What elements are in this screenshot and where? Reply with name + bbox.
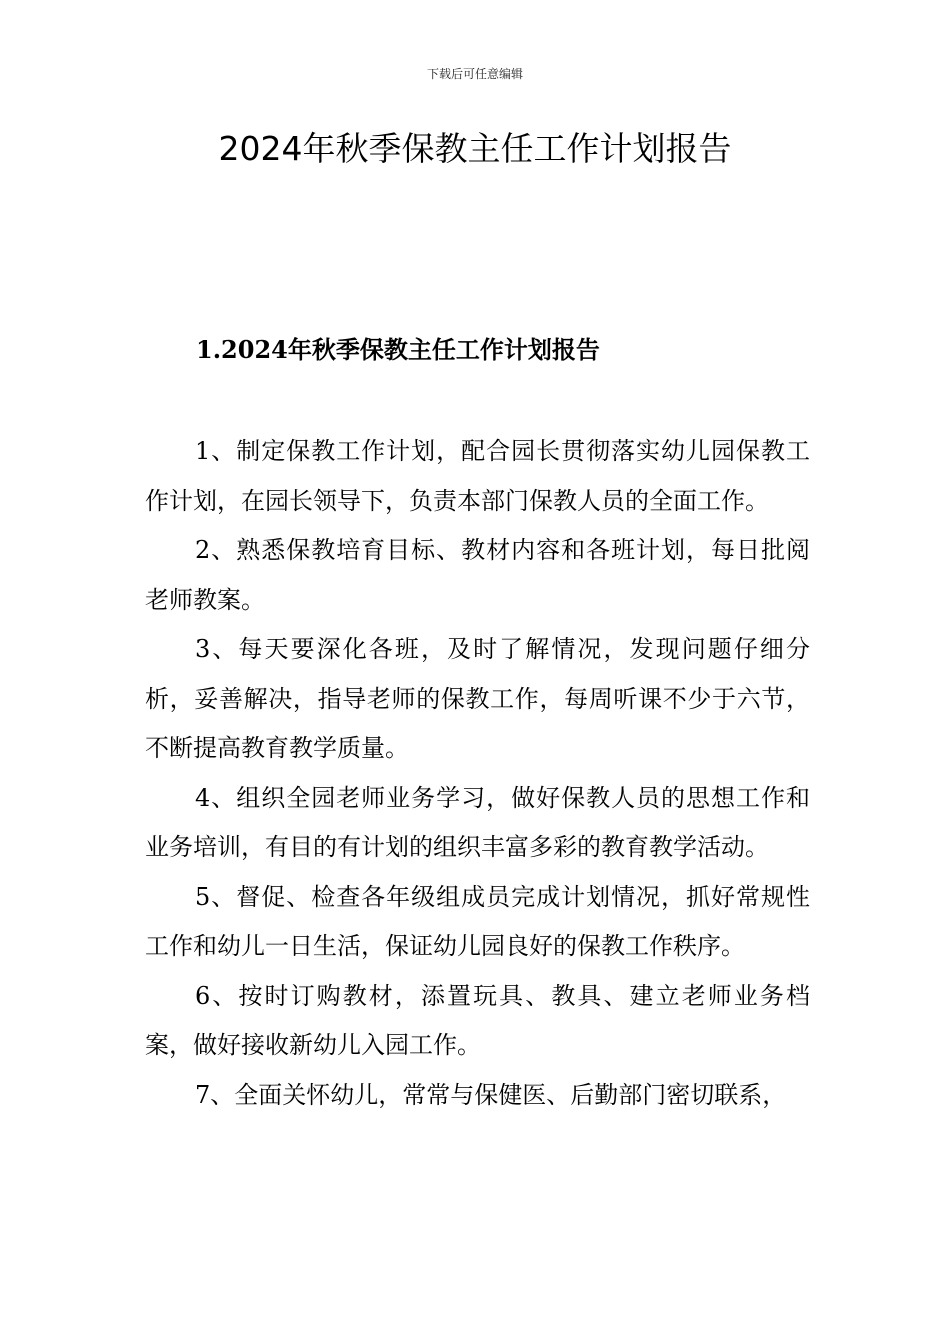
paragraph-3: 3、每天要深化各班，及时了解情况，发现问题仔细分析，妥善解决，指导老师的保教工作，每周听课不少于六节，不断提高教育教学质量。 <box>145 635 810 762</box>
header-note: 下载后可任意编辑 <box>426 67 523 81</box>
paragraph-5: 5、督促、检查各年级组成员完成计划情况，抓好常规性工作和幼儿一日生活，保证幼儿园良好的保教工作秩序。 <box>145 882 810 960</box>
section-heading: 1.2024年秋季保教主任工作计划报告 <box>196 335 600 364</box>
document-body <box>145 427 810 1120</box>
document-title: 2024年秋季保教主任工作计划报告 <box>218 129 732 168</box>
paragraph-4: 4、组织全园老师业务学习，做好保教人员的思想工作和业务培训，有目的有计划的组织丰富多彩的教育教学活动。 <box>145 783 810 861</box>
paragraph-6: 6、按时订购教材，添置玩具、教具、建立老师业务档案，做好接收新幼儿入园工作。 <box>145 981 810 1059</box>
paragraph-2: 2、熟悉保教培育目标、教材内容和各班计划，每日批阅老师教案。 <box>145 536 810 614</box>
paragraph-1: 1、制定保教工作计划，配合园长贯彻落实幼儿园保教工作计划，在园长领导下，负责本部门保教人员的全面工作。 <box>145 437 810 515</box>
paragraph-7: 7、全面关怀幼儿，常常与保健医、后勤部门密切联系， <box>195 1080 787 1109</box>
